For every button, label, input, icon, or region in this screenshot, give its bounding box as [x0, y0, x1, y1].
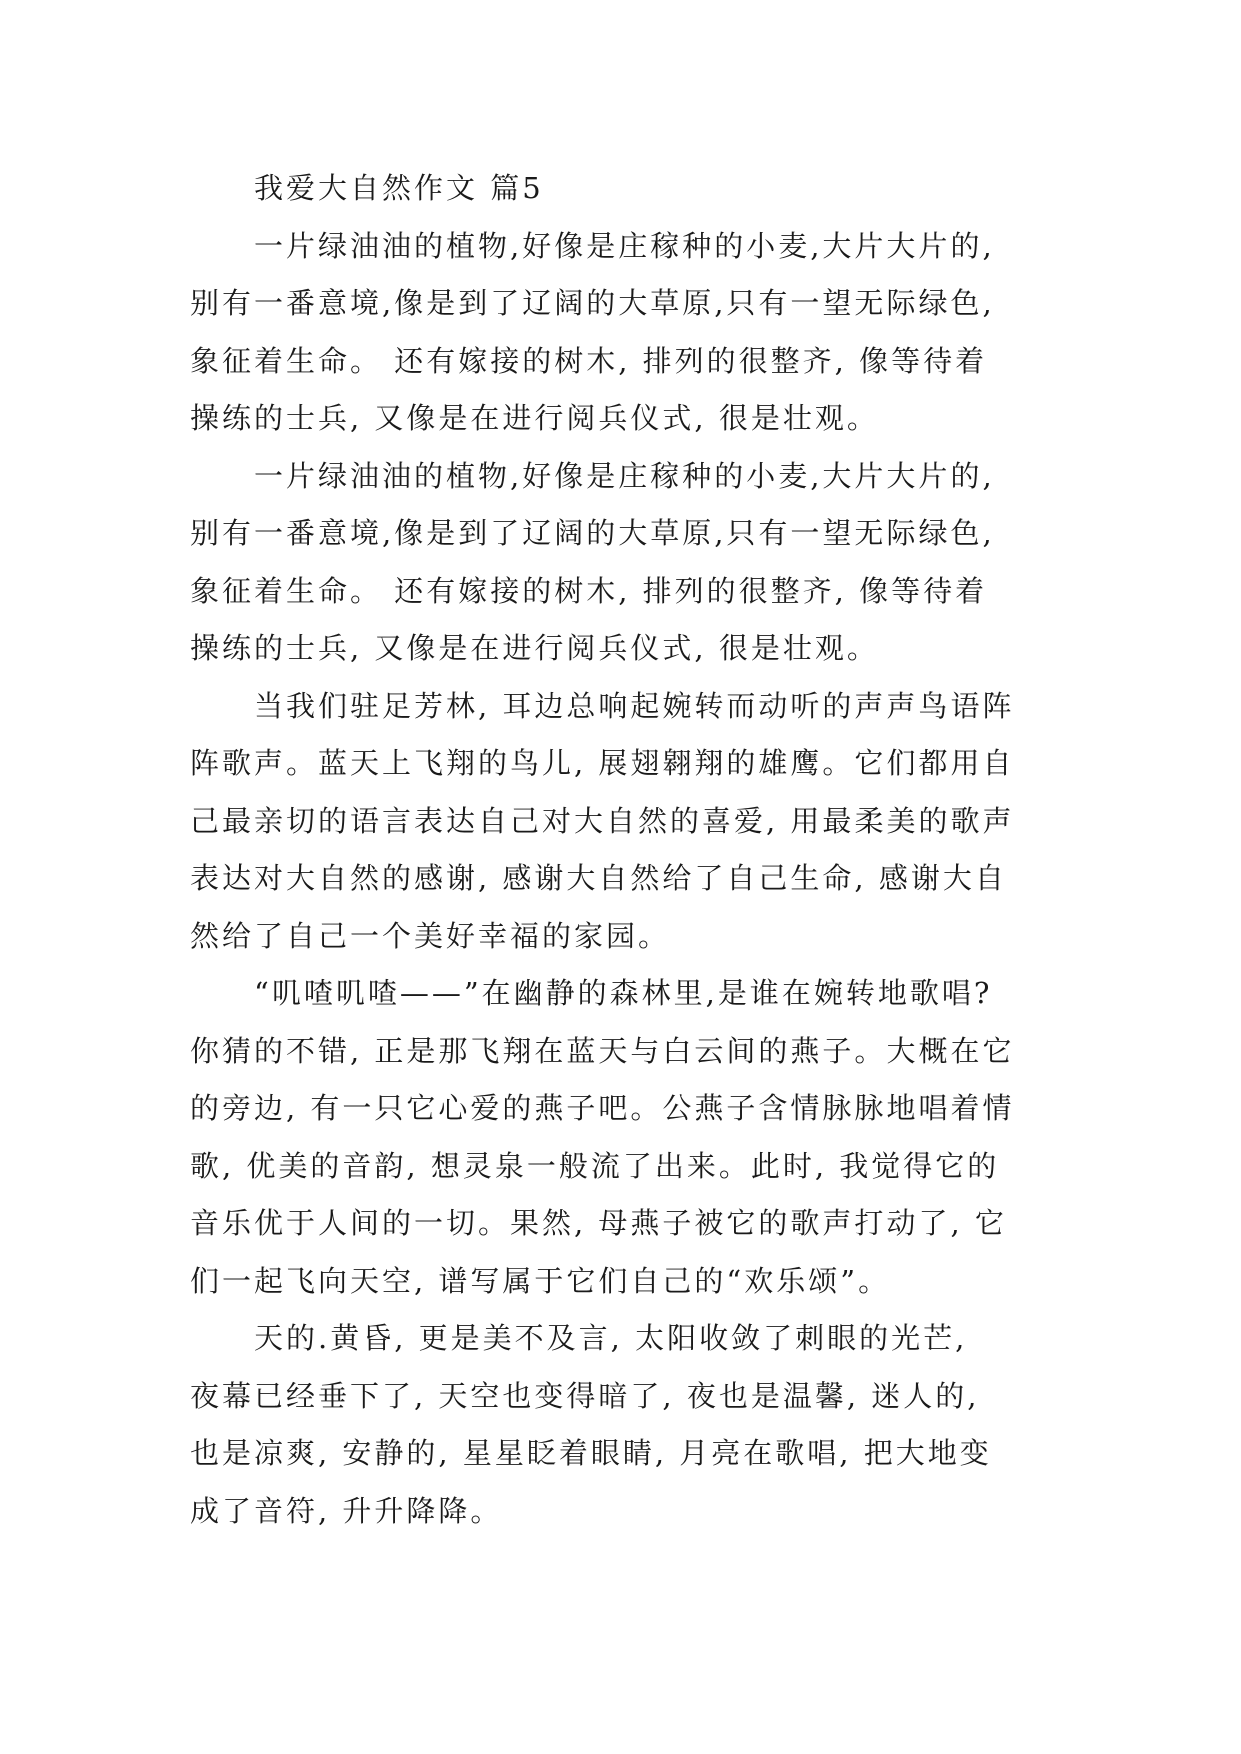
text-line: 别有一番意境,像是到了辽阔的大草原,只有一望无际绿色, [190, 516, 995, 550]
text-line: 操练的士兵, 又像是在进行阅兵仪式, 很是壮观。 [190, 631, 879, 665]
text-line: 一片绿油油的植物,好像是庄稼种的小麦,大片大片的, [254, 458, 995, 493]
text-line: 你猜的不错, 正是那飞翔在蓝天与白云间的燕子。大概在它 [190, 1033, 1015, 1068]
text-line: 夜幕已经垂下了, 天空也变得暗了, 夜也是温馨, 迷人的, [190, 1378, 980, 1413]
text-line: 也是凉爽, 安静的, 星星眨着眼睛, 月亮在歌唱, 把大地变 [190, 1436, 992, 1470]
text-line: 一片绿油油的植物,好像是庄稼种的小麦,大片大片的, [254, 228, 995, 263]
essay-body [190, 160, 1070, 1540]
text-line: 象征着生命。 还有嫁接的树木, 排列的很整齐, 像等待着 [190, 573, 988, 608]
text-line: 操练的士兵, 又像是在进行阅兵仪式, 很是壮观。 [190, 401, 879, 435]
text-line: 音乐优于人间的一切。果然, 母燕子被它的歌声打动了, 它 [190, 1206, 1007, 1240]
text-line: 表达对大自然的感谢, 感谢大自然给了自己生命, 感谢大自 [190, 861, 1007, 895]
text-line: “叽喳叽喳——”在幽静的森林里,是谁在婉转地歌唱? [254, 976, 993, 1010]
text-line: 的旁边, 有一只它心爱的燕子吧。公燕子含情脉脉地唱着情 [190, 1091, 1015, 1125]
text-line: 歌, 优美的音韵, 想灵泉一般流了出来。此时, 我觉得它的 [190, 1148, 1000, 1183]
text-line: 别有一番意境,像是到了辽阔的大草原,只有一望无际绿色, [190, 286, 995, 320]
text-line: 象征着生命。 还有嫁接的树木, 排列的很整齐, 像等待着 [190, 343, 988, 378]
text-line: 阵歌声。蓝天上飞翔的鸟儿, 展翅翱翔的雄鹰。它们都用自 [190, 746, 1015, 780]
text-line: 当我们驻足芳林, 耳边总响起婉转而动听的声声鸟语阵 [254, 688, 1015, 723]
text-line: 己最亲切的语言表达自己对大自然的喜爱, 用最柔美的歌声 [190, 803, 1015, 838]
text-line: 们一起飞向天空, 谱写属于它们自己的“欢乐颂”。 [190, 1263, 891, 1298]
text-line: 然给了自己一个美好幸福的家园。 [190, 918, 671, 953]
text-line: 天的.黄昏, 更是美不及言, 太阳收敛了刺眼的光芒, [254, 1321, 968, 1355]
essay-title: 我爱大自然作文 篇5 [254, 171, 544, 205]
text-line: 成了音符, 升升降降。 [190, 1493, 503, 1528]
